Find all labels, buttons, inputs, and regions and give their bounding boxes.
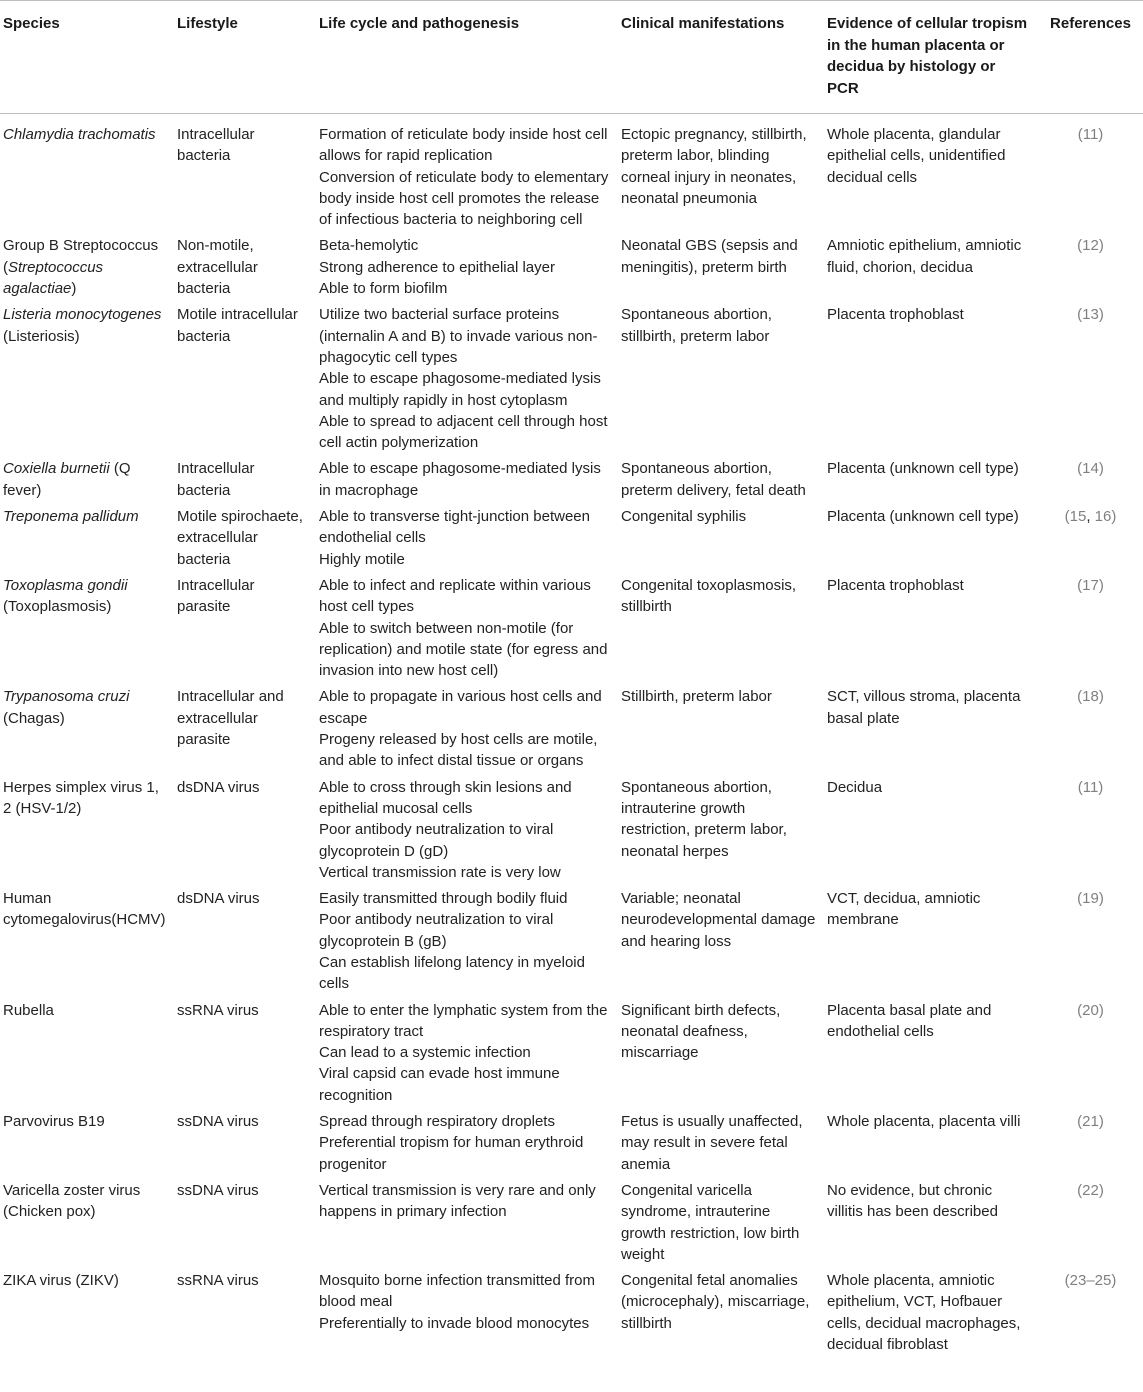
evidence-cell: Decidua (827, 778, 883, 796)
lifestyle-cell: ssRNA virus (177, 1001, 259, 1019)
lifecycle-line: Able to cross through skin lesions and epithelial mucosal cells (319, 778, 572, 817)
lifestyle-cell: ssDNA virus (177, 1181, 259, 1199)
evidence-cell: Placenta trophoblast (827, 576, 964, 594)
lifecycle-line: Formation of reticulate body inside host cell allows for rapid replication (319, 126, 608, 165)
lifecycle-line: Conversion of reticulate body to elementary body inside host cell promotes the release of infectious bacteria to neighboring cell (319, 168, 609, 229)
species-cell (0, 504, 174, 573)
reference-link[interactable]: (20) (1077, 1001, 1104, 1019)
reference-separator: , (1086, 508, 1095, 526)
lifestyle-cell: ssRNA virus (177, 1272, 259, 1290)
evidence-cell: VCT, decidua, amniotic membrane (827, 890, 981, 929)
lifecycle-line: Utilize two bacterial surface proteins (internalin A and B) to invade various non-phagocytic cell types (319, 306, 598, 366)
reference-link[interactable]: (17) (1077, 576, 1104, 594)
reference-link[interactable]: (15 (1064, 508, 1087, 526)
clinical-cell: Ectopic pregnancy, stillbirth, preterm labor, blinding corneal injury in neonates, neonatal pneumonia (621, 126, 807, 207)
lifecycle-cell (316, 302, 618, 456)
lifecycle-cell (316, 998, 618, 1109)
clinical-cell: Congenital fetal anomalies (microcephaly), miscarriage, stillbirth (621, 1272, 810, 1332)
lifecycle-line: Able to spread to adjacent cell through host cell actin polymerization (319, 412, 608, 452)
lifecycle-line: Able to escape phagosome-mediated lysis and multiply rapidly in host cytoplasm (319, 370, 601, 409)
header-lifestyle: Lifestyle (177, 15, 238, 32)
lifecycle-line: Mosquito borne infection transmitted from blood meal (319, 1272, 595, 1311)
lifestyle-cell: Non-motile, extracellular bacteria (177, 237, 258, 298)
clinical-cell: Congenital varicella syndrome, intrauterine growth restriction, low birth weight (621, 1181, 800, 1263)
lifecycle-line: Beta-hemolytic (319, 237, 419, 255)
species-italic: Toxoplasma gondii (3, 576, 128, 594)
reference-link[interactable]: (11) (1077, 778, 1104, 796)
lifecycle-line: Poor antibody neutralization to viral glycoprotein B (gB) (319, 911, 554, 950)
species-italic: Chlamydia trachomatis (3, 126, 156, 143)
lifecycle-line: Able to escape phagosome-mediated lysis in macrophage (319, 460, 601, 499)
table-row (0, 1178, 1143, 1268)
table-row (0, 456, 1143, 504)
species-italic: Trypanosoma cruzi (3, 688, 130, 706)
lifecycle-cell (316, 886, 618, 997)
table-row (0, 684, 1143, 774)
lifestyle-cell: dsDNA virus (177, 890, 260, 908)
lifestyle-cell: Motile spirochaete, extracellular bacteria (177, 508, 303, 568)
lifecycle-cell (316, 233, 618, 302)
lifecycle-cell (316, 504, 618, 573)
reference-cell (1038, 504, 1143, 573)
lifestyle-cell: Intracellular bacteria (177, 460, 255, 499)
lifecycle-line: Easily transmitted through bodily fluid (319, 890, 568, 908)
lifecycle-line: Can lead to a systemic infection (319, 1044, 531, 1062)
species-cell: Varicella zoster virus (Chicken pox) (3, 1181, 141, 1221)
header-row (0, 1, 1143, 114)
species-cell: Herpes simplex virus 1, 2 (HSV-1/2) (3, 778, 159, 817)
species-italic: Streptococcus agalactiae (3, 258, 104, 298)
evidence-cell: Whole placenta, glandular epithelial cells, unidentified decidual cells (827, 126, 1006, 186)
reference-link[interactable]: (13) (1077, 306, 1104, 324)
clinical-cell: Spontaneous abortion, preterm delivery, fetal death (621, 460, 806, 499)
lifecycle-cell (316, 1268, 618, 1358)
header-evidence: Evidence of cellular tropism in the human placenta or decidua by histology or PCR (827, 15, 1028, 97)
header-species: Species (3, 15, 60, 32)
reference-link[interactable]: 16) (1094, 508, 1117, 526)
species-cell: Parvovirus B19 (3, 1113, 105, 1131)
clinical-cell: Spontaneous abortion, stillbirth, preterm labor (621, 306, 772, 345)
species-tail: ) (71, 280, 77, 298)
species-plain: Group B Streptococcus ( (3, 237, 159, 276)
lifecycle-cell (316, 775, 618, 886)
reference-link[interactable]: (12) (1077, 237, 1104, 255)
lifecycle-line: Highly motile (319, 550, 405, 568)
lifecycle-line: Vertical transmission rate is very low (319, 863, 561, 881)
species-cell (0, 233, 174, 302)
evidence-cell: Amniotic epithelium, amniotic fluid, chorion, decidua (827, 237, 1022, 276)
table-row (0, 114, 1143, 234)
lifecycle-line: Viral capsid can evade host immune recognition (319, 1065, 560, 1104)
lifecycle-cell (316, 1178, 618, 1268)
species-cell: Human cytomegalovirus(HCMV) (3, 890, 166, 929)
lifecycle-line: Able to switch between non-motile (for replication) and motile state (for egress and invasion into new host cell) (319, 619, 608, 680)
lifecycle-line: Able to transverse tight-junction between endothelial cells (319, 508, 590, 547)
table-row (0, 504, 1143, 573)
lifestyle-cell: Intracellular parasite (177, 576, 255, 616)
species-italic: Coxiella burnetii (3, 460, 110, 478)
lifestyle-cell: Motile intracellular bacteria (177, 306, 298, 345)
evidence-cell: SCT, villous stroma, placenta basal plate (827, 688, 1021, 727)
evidence-cell: Placenta trophoblast (827, 306, 964, 324)
table-row (0, 573, 1143, 684)
table-row (0, 886, 1143, 997)
clinical-cell: Congenital syphilis (621, 508, 747, 526)
reference-link[interactable]: (21) (1077, 1113, 1104, 1131)
clinical-cell: Variable; neonatal neurodevelopmental damage and hearing loss (621, 890, 816, 950)
evidence-cell: Placenta basal plate and endothelial cells (827, 1001, 992, 1040)
lifecycle-line: Progeny released by host cells are motile, and able to infect distal tissue or organs (319, 731, 598, 770)
clinical-cell: Neonatal GBS (sepsis and meningitis), preterm birth (621, 237, 798, 276)
lifecycle-line: Able to enter the lymphatic system from the respiratory tract (319, 1001, 608, 1040)
reference-link[interactable]: (23–25) (1064, 1272, 1117, 1290)
reference-link[interactable]: (22) (1077, 1181, 1104, 1199)
lifecycle-cell (316, 1109, 618, 1178)
clinical-cell: Congenital toxoplasmosis, stillbirth (621, 576, 797, 616)
lifecycle-cell (316, 684, 618, 774)
species-plain: (Toxoplasmosis) (3, 598, 112, 616)
lifecycle-line: Strong adherence to epithelial layer (319, 258, 555, 276)
lifecycle-line: Able to form biofilm (319, 280, 448, 298)
lifecycle-line: Poor antibody neutralization to viral glycoprotein D (gD) (319, 821, 554, 860)
lifestyle-cell: Intracellular bacteria (177, 126, 255, 165)
reference-link[interactable]: (18) (1077, 688, 1104, 706)
reference-link[interactable]: (14) (1077, 460, 1104, 478)
table-row (0, 775, 1143, 886)
clinical-cell: Spontaneous abortion, intrauterine growth restriction, preterm labor, neonatal herpes (621, 778, 787, 860)
reference-link[interactable]: (19) (1077, 890, 1104, 908)
table-row (0, 1109, 1143, 1178)
species-cell (0, 573, 174, 684)
lifecycle-cell (316, 456, 618, 504)
species-cell: ZIKA virus (ZIKV) (3, 1272, 119, 1290)
evidence-cell: No evidence, but chronic villitis has been described (827, 1181, 998, 1221)
lifecycle-line: Able to infect and replicate within various host cell types (319, 576, 591, 616)
evidence-cell: Placenta (unknown cell type) (827, 508, 1019, 526)
species-cell: Rubella (3, 1001, 54, 1019)
lifestyle-cell: dsDNA virus (177, 778, 260, 796)
lifecycle-line: Vertical transmission is very rare and only happens in primary infection (319, 1181, 596, 1221)
lifestyle-cell: Intracellular and extracellular parasite (177, 688, 284, 749)
clinical-cell: Fetus is usually unaffected, may result in severe fetal anemia (621, 1113, 803, 1173)
species-plain: (Listeriosis) (3, 327, 80, 345)
evidence-cell: Placenta (unknown cell type) (827, 460, 1019, 478)
species-plain: (Q fever) (3, 460, 131, 499)
reference-link[interactable]: (11) (1077, 126, 1104, 143)
lifecycle-cell (316, 114, 618, 234)
table-row (0, 998, 1143, 1109)
species-cell (0, 114, 174, 234)
header-clinical: Clinical manifestations (621, 15, 785, 32)
lifestyle-cell: ssDNA virus (177, 1113, 259, 1131)
species-cell (0, 456, 174, 504)
evidence-cell: Whole placenta, amniotic epithelium, VCT, Hofbauer cells, decidual macrophages, decidual fibroblast (827, 1272, 1021, 1354)
species-plain: (Chagas) (3, 709, 65, 727)
header-references: References (1050, 15, 1131, 32)
lifecycle-line: Can establish lifelong latency in myeloid cells (319, 953, 585, 993)
lifecycle-line: Spread through respiratory droplets (319, 1113, 555, 1131)
lifecycle-cell (316, 573, 618, 684)
table-row (0, 1268, 1143, 1358)
lifecycle-line: Preferentially to invade blood monocytes (319, 1314, 590, 1332)
species-italic: Treponema pallidum (3, 508, 139, 526)
species-italic: Listeria monocytogenes (3, 306, 162, 324)
evidence-cell: Whole placenta, placenta villi (827, 1113, 1021, 1131)
lifecycle-line: Able to propagate in various host cells and escape (319, 688, 602, 727)
lifecycle-line: Preferential tropism for human erythroid progenitor (319, 1134, 584, 1173)
clinical-cell: Stillbirth, preterm labor (621, 688, 772, 706)
clinical-cell: Significant birth defects, neonatal deafness, miscarriage (621, 1001, 781, 1062)
table-row (0, 302, 1143, 456)
header-lifecycle: Life cycle and pathogenesis (319, 15, 520, 32)
table-row (0, 233, 1143, 302)
species-cell (0, 684, 174, 774)
species-cell (0, 302, 174, 456)
